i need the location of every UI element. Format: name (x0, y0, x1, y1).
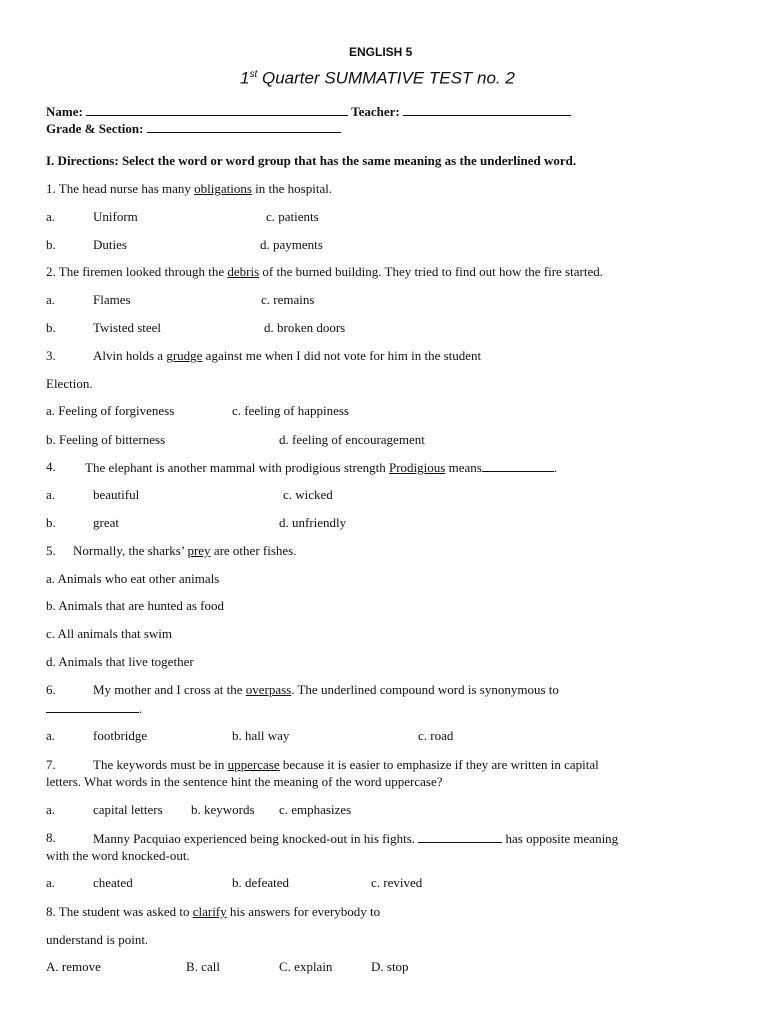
question-5 (73, 543, 296, 559)
q3-underlined: grudge (166, 348, 203, 363)
q4-text-end: means (445, 460, 482, 475)
q5-option-b[interactable]: b. Animals that are hunted as food (46, 598, 224, 613)
directions: I. Directions: Select the word or word group that has the same meaning as the underlined word. (46, 153, 577, 168)
q9-continuation: understand is point. (46, 932, 149, 947)
q4-option-c[interactable]: c. wicked (283, 487, 333, 502)
q5-number: 5. (46, 543, 56, 558)
question-4 (85, 459, 557, 476)
question-2 (46, 264, 603, 280)
q6-answer-blank[interactable] (46, 700, 139, 713)
teacher-label: Teacher: (351, 104, 400, 119)
q4-underlined: Prodigious (389, 460, 446, 475)
q1-option-c[interactable]: c. patients (266, 209, 319, 224)
q7-text-end: because it is easier to emphasize if they are written in capital (279, 757, 599, 772)
q3-text-end: against me when I did not vote for him in the student (202, 348, 482, 363)
question-1 (46, 181, 332, 197)
q6-text: My mother and I cross at the (93, 682, 246, 697)
q5-option-d[interactable]: d. Animals that live together (46, 654, 194, 669)
q8-number: 8. (46, 830, 56, 845)
q6-option-a[interactable]: footbridge (93, 728, 148, 743)
q3-option-d[interactable]: d. feeling of encouragement (279, 432, 425, 447)
q8-text-end: has opposite meaning (502, 831, 619, 846)
q7-option-c[interactable]: c. emphasizes (279, 802, 352, 817)
q6-continuation (46, 700, 142, 717)
q5-option-a[interactable]: a. Animals who eat other animals (46, 571, 220, 586)
q2-option-d[interactable]: d. broken doors (264, 320, 346, 335)
question-6 (93, 682, 559, 698)
q4-option-b-letter: b. (46, 515, 56, 530)
q1-text: 1. The head nurse has many (46, 181, 195, 196)
q5-text-end: are other fishes. (210, 543, 297, 558)
grade-label: Grade & Section: (46, 121, 144, 136)
title-ordinal: st (249, 69, 258, 80)
q1-option-b[interactable]: Duties (93, 237, 127, 252)
q8-option-c[interactable]: c. revived (371, 875, 423, 890)
q8-text: Manny Pacquiao experienced being knocked-out in his fights. (93, 831, 419, 846)
q6-text-end: . The underlined compound word is synonymous to (291, 682, 559, 697)
q4-period: . (553, 460, 558, 475)
q8-answer-blank[interactable] (418, 830, 502, 843)
q3-option-a[interactable]: a. Feeling of forgiveness (46, 403, 175, 418)
q4-option-a-letter: a. (46, 487, 56, 502)
q3-number: 3. (46, 348, 56, 363)
q6-period: . (139, 701, 143, 716)
q7-continuation: letters. What words in the sentence hint the meaning of the word uppercase? (46, 774, 443, 789)
q4-option-a[interactable]: beautiful (93, 487, 140, 502)
q5-option-c[interactable]: c. All animals that swim (46, 626, 173, 641)
title-number: 1 (240, 68, 250, 88)
q1-underlined: obligations (194, 181, 252, 196)
q8-option-a-letter: a. (46, 875, 56, 890)
q4-answer-blank[interactable] (482, 459, 554, 472)
name-field[interactable] (86, 103, 348, 116)
q6-option-a-letter: a. (46, 728, 56, 743)
q9-underlined: clarify (192, 904, 227, 919)
q9-option-c[interactable]: C. explain (279, 959, 333, 974)
q2-underlined: debris (227, 264, 260, 279)
q7-option-b[interactable]: b. keywords (191, 802, 255, 817)
q1-text-end: in the hospital. (251, 181, 333, 196)
q5-underlined: prey (187, 543, 211, 558)
grade-field[interactable] (147, 120, 341, 133)
name-label: Name: (46, 104, 83, 119)
q7-underlined: uppercase (227, 757, 280, 772)
q3-option-b[interactable]: b. Feeling of bitterness (46, 432, 166, 447)
q6-option-c[interactable]: c. road (418, 728, 454, 743)
q4-text: The elephant is another mammal with prodigious strength (85, 460, 389, 475)
q7-number: 7. (46, 757, 56, 772)
q5-text: Normally, the sharks’ (73, 543, 188, 558)
q8-option-b[interactable]: b. defeated (232, 875, 290, 890)
q1-option-a[interactable]: Uniform (93, 209, 138, 224)
q2-option-a-letter: a. (46, 292, 56, 307)
q2-option-b[interactable]: Twisted steel (93, 320, 162, 335)
teacher-field[interactable] (403, 103, 571, 116)
q9-text: 8. The student was asked to (46, 904, 193, 919)
q2-option-b-letter: b. (46, 320, 56, 335)
q9-option-b[interactable]: B. call (186, 959, 220, 974)
q2-text: 2. The firemen looked through the (46, 264, 228, 279)
question-8 (93, 830, 618, 847)
q1-option-b-letter: b. (46, 237, 56, 252)
q8-continuation: with the word knocked-out. (46, 848, 190, 863)
q3-continuation: Election. (46, 376, 93, 391)
q4-number: 4. (46, 459, 56, 474)
q6-number: 6. (46, 682, 56, 697)
q2-text-end: of the burned building. They tried to find out how the fire started. (259, 264, 603, 279)
q9-option-a[interactable]: A. remove (46, 959, 101, 974)
question-7 (93, 757, 599, 773)
question-3 (93, 348, 481, 364)
q7-option-a[interactable]: capital letters (93, 802, 163, 817)
q4-option-d[interactable]: d. unfriendly (279, 515, 347, 530)
q8-option-a[interactable]: cheated (93, 875, 133, 890)
q9-text-end: his answers for everybody to (226, 904, 381, 919)
q3-option-c[interactable]: c. feeling of happiness (232, 403, 349, 418)
q6-underlined: overpass (245, 682, 292, 697)
q6-option-b[interactable]: b. hall way (232, 728, 290, 743)
test-title (240, 64, 515, 90)
grade-row (46, 120, 341, 137)
q9-option-d[interactable]: D. stop (371, 959, 409, 974)
q4-option-b[interactable]: great (93, 515, 119, 530)
q2-option-c[interactable]: c. remains (261, 292, 315, 307)
title-text: Quarter SUMMATIVE TEST no. 2 (257, 68, 515, 88)
q1-option-a-letter: a. (46, 209, 56, 224)
question-9 (46, 904, 380, 920)
q7-option-a-letter: a. (46, 802, 56, 817)
q1-option-d[interactable]: d. payments (260, 237, 323, 252)
name-row (46, 103, 571, 120)
q7-text: The keywords must be in (93, 757, 228, 772)
q2-option-a[interactable]: Flames (93, 292, 131, 307)
subject-heading: ENGLISH 5 (349, 45, 413, 59)
q3-text: Alvin holds a (93, 348, 167, 363)
